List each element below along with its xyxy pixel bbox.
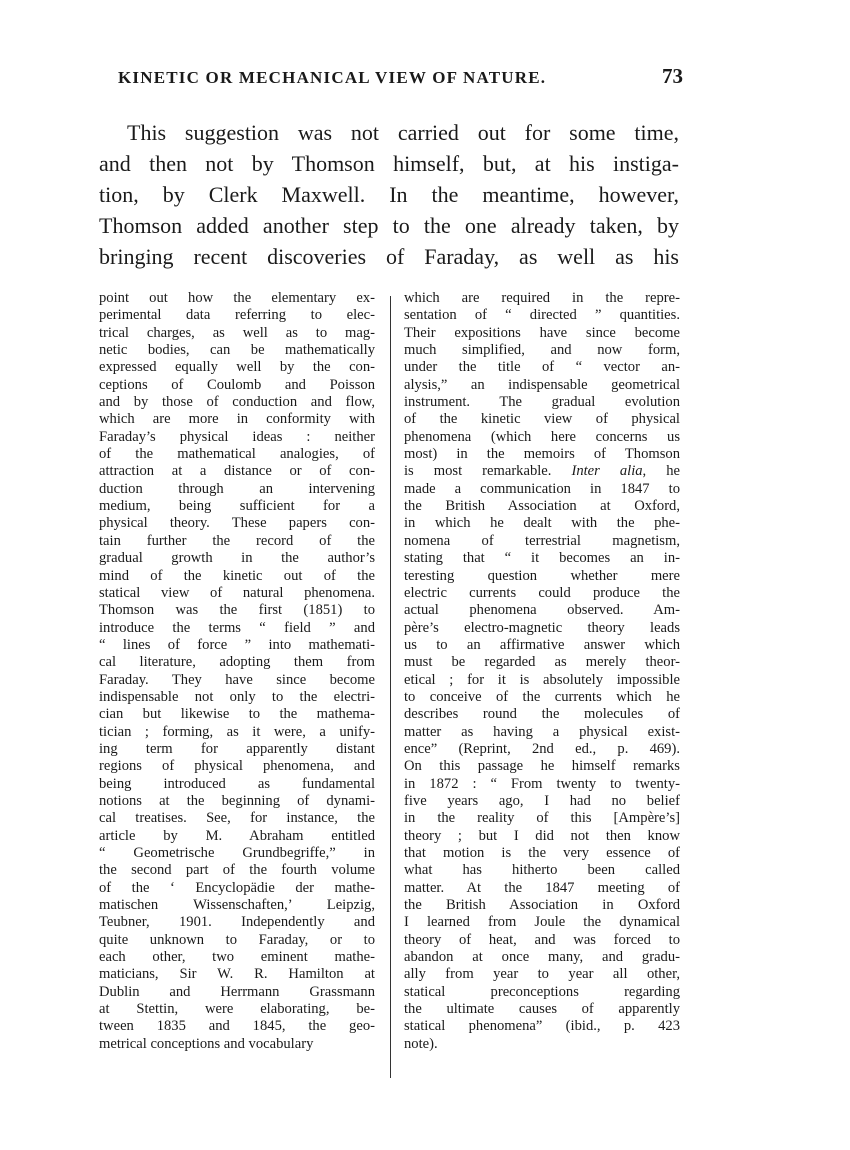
footnote-line: of the kinetic view of physical [404, 411, 680, 428]
footnote-line: what has hitherto been called [404, 862, 680, 879]
footnote-line: perimental data referring to elec- [99, 307, 375, 324]
footnote-line: tician ; forming, as it were, a unify- [99, 723, 375, 740]
footnote-line: “ Geometrische Grundbegriffe,” in [99, 845, 375, 861]
footnote-line: phenomena (which here concerns us [404, 428, 680, 445]
page-number: 73 [662, 64, 683, 88]
italic-phrase: Inter alia [571, 463, 643, 480]
column-divider [390, 296, 391, 1078]
footnote-line: regions of physical phenomena, and [99, 758, 375, 775]
footnote-line: theory of heat, and was forced to [404, 931, 680, 948]
footnote-column-right [404, 290, 680, 1053]
footnote-line: five years ago, I had no belief [404, 792, 680, 809]
footnote-line: tain further the record of the [99, 532, 375, 549]
footnote-line: much simplified, and now form, [404, 342, 680, 359]
footnote-line: us to an affirmative answer which [404, 636, 680, 653]
footnote-line: stating that “ it becomes an in- [404, 550, 680, 567]
footnote-line: trical charges, as well as to mag- [99, 324, 375, 341]
footnote-line: alysis,” an indispensable geometrical [404, 376, 680, 393]
footnote-block [99, 290, 681, 1090]
main-line: tion, by Clerk Maxwell. In the meantime, however, [99, 182, 679, 207]
footnote-line: is most remarkable. Inter alia, he [404, 463, 680, 480]
footnote-line: article by M. Abraham entitled [99, 827, 375, 844]
footnote-line: matischen Wissenschaften,’ Leipzig, [99, 897, 375, 914]
footnote-line: physical theory. These papers con- [99, 515, 375, 532]
footnote-line: most) in the memoirs of Thomson [404, 446, 680, 463]
footnote-line: instrument. The gradual evolution [404, 394, 680, 411]
footnote-line: netic bodies, can be mathematically [99, 342, 375, 359]
footnote-line: under the title of “ vector an- [404, 359, 680, 376]
footnote-line: describes round the molecules of [404, 706, 680, 723]
footnote-line: teresting question whether mere [404, 567, 680, 584]
footnote-line: being introduced as fundamental [99, 775, 375, 792]
footnote-line: the British Association at Oxford, [404, 498, 680, 515]
footnote-line: medium, being sufficient for a [99, 498, 375, 515]
main-line: Thomson added another step to the one already taken, by [99, 213, 679, 238]
footnote-line: ceptions of Coulomb and Poisson [99, 376, 375, 393]
footnote-line: at Stettin, were elaborating, be- [99, 1001, 375, 1018]
running-title: KINETIC OR MECHANICAL VIEW OF NATURE. [118, 68, 547, 87]
footnote-line: cal treatises. See, for instance, the [99, 810, 375, 827]
footnote-line: On this passage he himself remarks [404, 758, 680, 775]
footnote-line: père’s electro-magnetic theory leads [404, 619, 680, 636]
footnote-line: notions at the beginning of dynami- [99, 792, 375, 809]
footnote-line: that motion is the very essence of [404, 845, 680, 861]
footnote-line: point out how the elementary ex- [99, 290, 375, 306]
footnote-line: in which he dealt with the phe- [404, 515, 680, 532]
footnote-column-left [99, 290, 375, 1053]
footnote-line: I learned from Joule the dynamical [404, 914, 680, 931]
footnote-line: in the reality of this [Ampère’s] [404, 810, 680, 827]
footnote-line: ally from year to year all other, [404, 966, 680, 983]
footnote-line: of the mathematical analogies, of [99, 446, 375, 463]
main-paragraph [99, 117, 679, 272]
footnote-line: indispensable not only to the electri- [99, 688, 375, 705]
footnote-line: statical view of natural phenomena. [99, 584, 375, 601]
footnote-line: which are more in conformity with [99, 411, 375, 428]
footnote-line: must be regarded as merely theor- [404, 654, 680, 671]
footnote-line: note). [404, 1035, 438, 1052]
footnote-line: gradual growth in the author’s [99, 550, 375, 567]
footnote-line: to conceive of the currents which he [404, 688, 680, 705]
footnote-line: duction through an intervening [99, 480, 375, 497]
footnote-line: attraction at a distance or of con- [99, 463, 375, 480]
main-line: This suggestion was not carried out for some time, [127, 120, 679, 145]
footnote-line: ing term for apparently distant [99, 740, 375, 757]
footnote-line: statical phenomena” (ibid., p. 423 [404, 1018, 680, 1035]
footnote-line: maticians, Sir W. R. Hamilton at [99, 966, 375, 983]
footnote-line: mind of the kinetic out of the [99, 567, 375, 584]
running-header [100, 62, 685, 94]
footnote-line: sentation of “ directed ” quantities. [404, 307, 680, 324]
footnote-line: expressed equally well by the con- [99, 359, 375, 376]
footnote-line: theory ; but I did not then know [404, 827, 680, 844]
footnote-line: “ lines of force ” into mathemati- [99, 636, 375, 653]
footnote-line: Their expositions have since become [404, 324, 680, 341]
footnote-line: etical ; for it is absolutely impossible [404, 671, 680, 688]
footnote-line: which are required in the repre- [404, 290, 680, 306]
footnote-line: cal literature, adopting them from [99, 654, 375, 671]
footnote-line: cian but likewise to the mathema- [99, 706, 375, 723]
footnote-line: the ultimate causes of apparently [404, 1001, 680, 1018]
main-line: bringing recent discoveries of Faraday, as well as his [99, 244, 679, 269]
footnote-line: metrical conceptions and vocabulary [99, 1035, 314, 1052]
footnote-line: ence” (Reprint, 2nd ed., p. 469). [404, 740, 680, 757]
footnote-line: introduce the terms “ field ” and [99, 619, 375, 636]
footnote-line: Dublin and Herrmann Grassmann [99, 983, 375, 1000]
footnote-line: quite unknown to Faraday, or to [99, 931, 375, 948]
footnote-line: each other, two eminent mathe- [99, 949, 375, 966]
footnote-line: matter as having a physical exist- [404, 723, 680, 740]
footnote-line: of the ‘ Encyclopädie der mathe- [99, 879, 375, 896]
footnote-line: Faraday’s physical ideas : neither [99, 428, 375, 445]
footnote-line: tween 1835 and 1845, the geo- [99, 1018, 375, 1035]
footnote-line: and by those of conduction and flow, [99, 394, 375, 411]
footnote-line: the second part of the fourth volume [99, 862, 375, 879]
footnote-line: in 1872 : “ From twenty to twenty- [404, 775, 680, 792]
footnote-line: actual phenomena observed. Am- [404, 602, 680, 619]
footnote-line: made a communication in 1847 to [404, 480, 680, 497]
footnote-line: Thomson was the first (1851) to [99, 602, 375, 619]
footnote-line: the British Association in Oxford [404, 897, 680, 914]
footnote-line: nomena of terrestrial magnetism, [404, 532, 680, 549]
footnote-line: statical preconceptions regarding [404, 983, 680, 1000]
footnote-line: Teubner, 1901. Independently and [99, 914, 375, 931]
footnote-line: electric currents could produce the [404, 584, 680, 601]
footnote-line: matter. At the 1847 meeting of [404, 879, 680, 896]
footnote-line: abandon at once many, and gradu- [404, 949, 680, 966]
main-line: and then not by Thomson himself, but, at his instiga- [99, 151, 679, 176]
footnote-line: Faraday. They have since become [99, 671, 375, 688]
